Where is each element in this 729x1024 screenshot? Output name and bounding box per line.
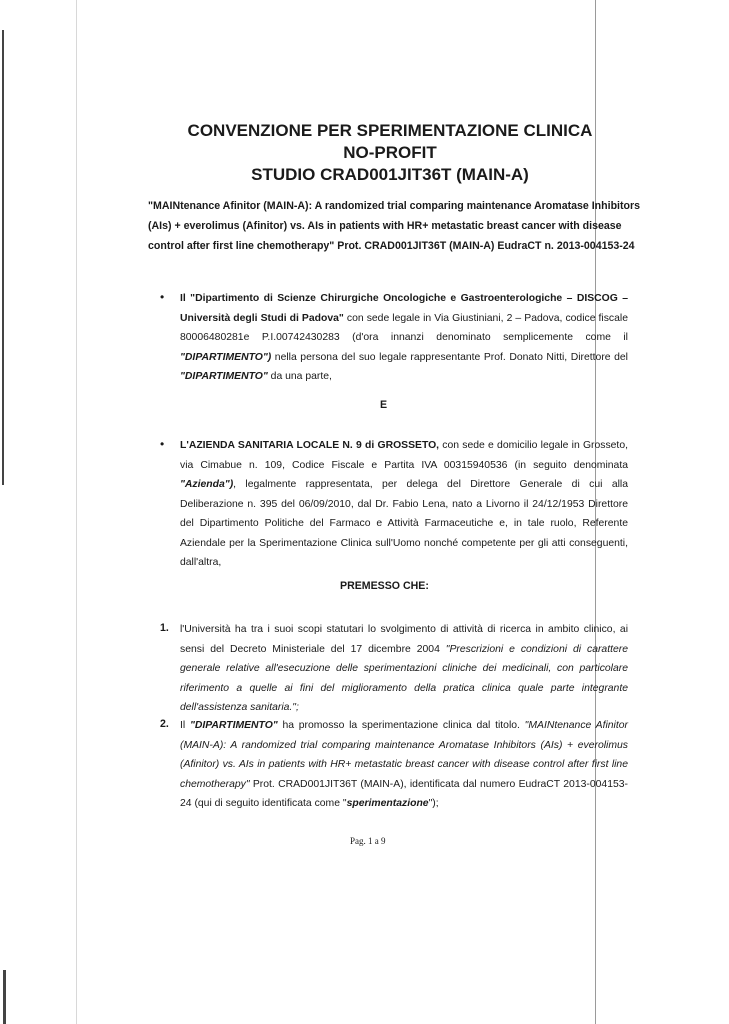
separator-e: E [380, 399, 388, 411]
premessa-item-1 [180, 620, 628, 718]
scan-edge [0, 0, 9, 1024]
party1-line: 80006480281e P.I.00742430283 (d'ora innanzi denominato semplicemente come il [180, 332, 628, 343]
item2-text: "); [428, 798, 439, 809]
scan-mark [2, 30, 4, 485]
party1-university: Università degli Studi di Padova" [180, 312, 344, 324]
item1-quote: dell'assistenza sanitaria."; [180, 702, 299, 713]
party2-line [180, 475, 628, 495]
study-subtitle [148, 196, 640, 256]
party2-rep: , legalmente rappresentata, per delega del Direttore Generale di cui alla [233, 479, 628, 490]
item1-quote: "Prescrizioni e condizioni di carattere [445, 643, 628, 655]
subtitle-line: control after first line chemotherapy" Prot. CRAD001JIT36T (MAIN-A) EudraCT n. 2013-004153-24 [148, 240, 635, 252]
party-azienda [180, 436, 628, 573]
title-line-2: NO-PROFIT [343, 143, 437, 162]
premessa-item-2 [180, 716, 628, 814]
subtitle-line: "MAINtenance Afinitor (MAIN-A): A randomized trial comparing maintenance Aromatase Inhibitors [148, 200, 640, 212]
scan-mark [3, 970, 6, 1024]
party1-side: da una parte, [267, 371, 332, 382]
item2-text: Prot. CRAD001JIT36T (MAIN-A), identificata dal numero EudraCT 2013-004153- [249, 778, 628, 790]
party2-alias: "Azienda") [180, 479, 234, 490]
item2-text: Il [180, 720, 190, 731]
item-number: 2. [160, 718, 169, 730]
title-line-3: STUDIO CRAD001JIT36T (MAIN-A) [251, 165, 529, 184]
party2-name: L'AZIENDA SANITARIA LOCALE N. 9 di GROSSETO, [180, 440, 440, 451]
item2-term: sperimentazione [346, 798, 429, 809]
item2-text: 24 (qui di seguito identificata come " [180, 798, 347, 809]
party1-address: con sede legale in Via Giustiniani, 2 – Padova, codice fiscale [343, 312, 628, 324]
item2-title: (Afinitor) vs. AIs in patients with HR+ metastatic breast cancer with disease control after first line [180, 759, 628, 770]
party1-line [180, 289, 628, 309]
item2-line [180, 775, 628, 795]
item1-quote: generale relative all'esecuzione delle sperimentazioni cliniche dei medicinali, con particolare [180, 663, 628, 674]
item1-line [180, 640, 628, 660]
margin-line [76, 0, 77, 1024]
party1-alias-2: "DIPARTIMENTO" [180, 371, 268, 382]
item1-text: sensi del Decreto Ministeriale del 17 dicembre 2004 [180, 643, 446, 655]
item2-title: "MAINtenance Afinitor [524, 720, 628, 731]
bullet-icon: • [160, 290, 165, 304]
item2-line [180, 794, 628, 814]
item2-alias: "DIPARTIMENTO" [189, 720, 278, 731]
item2-line [180, 736, 628, 756]
item2-line [180, 755, 628, 775]
item2-title: chemotherapy" [180, 778, 250, 790]
item-number: 1. [160, 622, 169, 634]
party1-alias: "DIPARTIMENTO") [180, 351, 272, 363]
party1-line [180, 367, 628, 387]
party2-line: dall'altra, [180, 557, 222, 568]
page-number: Pag. 1 a 9 [350, 836, 386, 846]
party2-line: via Cimabue n. 109, Codice Fiscale e Partita IVA 00315940536 (in seguito denominata [180, 459, 628, 471]
bullet-icon: • [160, 437, 165, 451]
party2-line: Deliberazione n. 395 del 06/09/2010, dal Dr. Fabio Lena, nato a Livorno il 24/12/1953 Direttore [180, 498, 628, 510]
item1-line: l'Università ha tra i suoi scopi statutari lo svolgimento di attività di ricerca in ambito clinico, ai [180, 624, 628, 635]
party-dipartimento [180, 289, 628, 387]
party2-line: del Dipartimento Politiche del Farmaco e Attività Farmaceutiche e, in tale ruolo, Referente [180, 518, 628, 529]
item2-title: (MAIN-A): A randomized trial comparing maintenance Aromatase Inhibitors (AIs) + everolimus [180, 739, 628, 751]
title-line-1: CONVENZIONE PER SPERIMENTAZIONE CLINICA [187, 121, 593, 140]
item1-quote: riferimento a quelle ai fini del miglioramento della pratica clinica quale parte integrante [180, 682, 628, 694]
item1-line [180, 698, 628, 718]
item2-line [180, 716, 628, 736]
party2-address: con sede e domicilio legale in Grosseto, [439, 440, 628, 451]
party1-line [180, 309, 628, 329]
premesso-heading: PREMESSO CHE: [340, 580, 429, 592]
item1-line [180, 659, 628, 679]
party2-line: Aziendale per la Sperimentazione Clinica sull'Uomo nonché competente per gli atti conseguenti, [180, 537, 628, 549]
party2-line [180, 436, 628, 456]
subtitle-line: (AIs) + everolimus (Afinitor) vs. AIs in patients with HR+ metastatic breast cancer with disease [148, 220, 622, 232]
party1-rep: nella persona del suo legale rappresentante Prof. Donato Nitti, Direttore del [271, 351, 628, 363]
party1-line [180, 348, 628, 368]
item1-line [180, 679, 628, 699]
item2-text: ha promosso la sperimentazione clinica dal titolo. [277, 720, 525, 731]
party1-name: Il "Dipartimento di Scienze Chirurgiche Oncologiche e Gastroenterologiche – DISCOG – [180, 293, 628, 304]
